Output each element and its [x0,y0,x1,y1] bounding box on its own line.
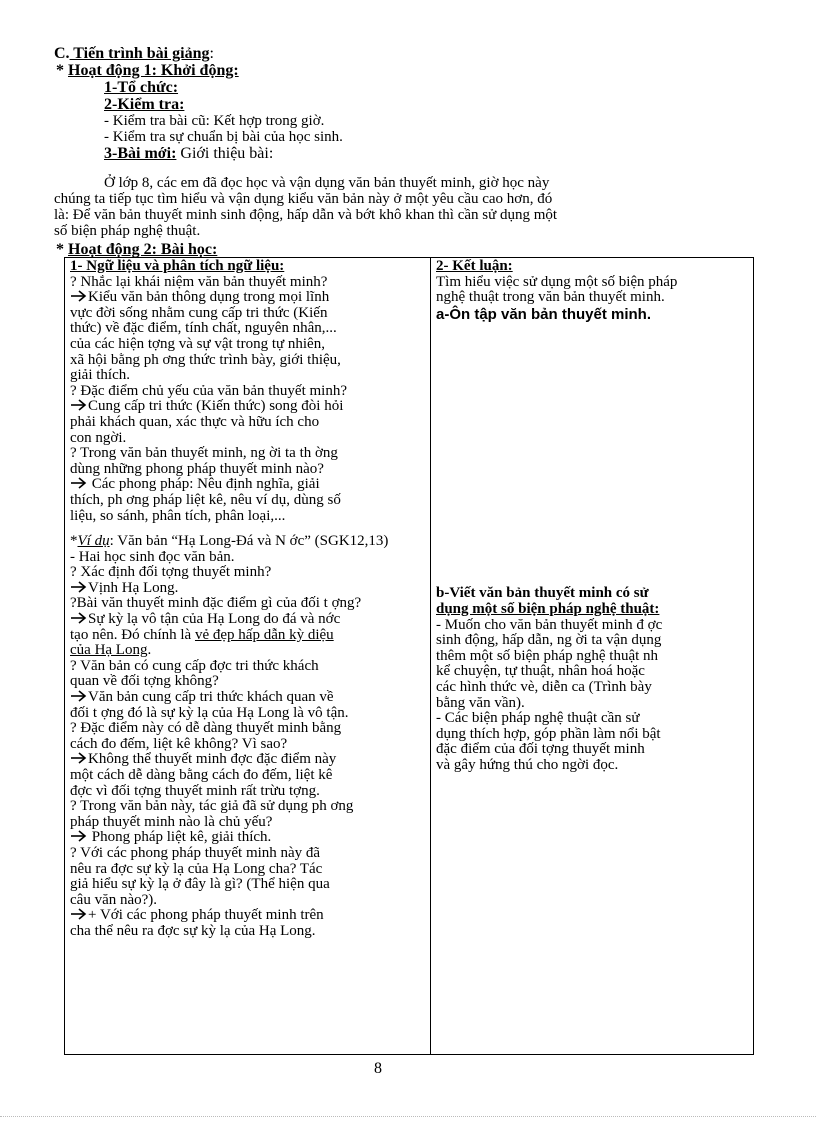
left-column-line [70,415,426,431]
left-column-line [70,674,426,690]
left-column-line-text: tạo nên. Đó chính là [70,626,195,643]
intro-line-2: chúng ta tiếp tục tìm hiểu và vận dụng kiểu văn bản này ở một yêu cầu cao hơn, đó [54,191,553,207]
left-column-line [70,431,426,447]
subsection-b-heading-1: b-Viết văn bản thuyết minh có sử [436,585,649,602]
left-column-line: *Ví dụ: Văn bản “Hạ Long-Đá và N ớc” (SGK12,13) [70,533,389,550]
table-column-divider [430,257,431,1055]
left-column-line-text: nêu ra đợc sự kỳ lạ của Hạ Long cha? Tác [70,860,323,877]
left-column-line-text: ?Bài văn thuyết minh đặc điểm gì của đối t ợng? [70,595,362,612]
left-column-line [70,706,426,722]
left-column-line [70,690,426,706]
left-column-line [70,908,426,924]
intro-line-1: Ở lớp 8, các em đã đọc học và vận dụng văn bản thuyết minh, giờ học này [104,175,550,191]
left-column-line-text: + Với các phong pháp thuyết minh trên [88,907,324,924]
check-line-1: - Kiểm tra bài cũ: Kết hợp trong giờ. [104,113,325,129]
left-column-underlined-text: vẻ đẹp hấp dẫn kỳ diệu [194,626,334,643]
left-column-line-text: ? Trong văn bản thuyết minh, ng ời ta th ờng [70,445,338,462]
left-column-line-text: cách đo đếm, liệt kê không? Vì sao? [70,735,288,752]
item-3-text: Giới thiệu bài: [176,145,274,162]
left-column-underlined-text: của Hạ Long [70,642,148,659]
section-c-colon: : [209,45,214,62]
left-column-line [70,612,426,628]
check-line-2: - Kiểm tra sự chuẩn bị bài của học sinh. [104,129,343,145]
right-column-line: sinh động, hấp dẫn, ng ời ta vận dụng [436,632,662,649]
left-column-line-text: ? Nhắc lại khái niệm văn bản thuyết minh? [70,273,328,290]
right-column-spacer [436,322,750,586]
item-3-new-lesson [104,146,273,162]
left-column-line-text: câu văn nào?). [70,891,158,908]
arrow-right-icon [70,690,87,702]
left-column-line [70,924,426,940]
activity-1-heading [56,62,239,79]
section-c-heading [54,45,214,62]
item-1-organization: 1-Tổ chức: [104,79,179,96]
left-column-line [70,893,426,909]
activity-2-star: * [56,241,68,258]
arrow-right-icon [70,752,87,764]
left-column-line [70,643,426,659]
left-column-line-text: ? Đặc điểm này có dễ dàng thuyết minh bằng [70,720,342,737]
section-c-prefix: C. [54,45,70,62]
left-column-line-text: một cách dễ dàng bằng cách đo đếm, liệt kê [70,767,333,783]
left-column-line [70,596,426,612]
left-column-line [70,799,426,815]
left-column-line [70,399,426,415]
right-column-line: và gây hứng thú cho ngời đọc. [436,756,619,773]
left-column-line [70,768,426,784]
left-column-line [70,509,426,525]
right-column-line: bằng văn vần). [436,694,525,711]
intro-line-3: là: Để văn bản thuyết minh sinh động, hấp dẫn và bớt khô khan thì cần sử dụng một [54,207,558,223]
left-column-line [70,368,426,384]
left-column-line-text: đợc vì đối tợng thuyết minh rất trừu tợng. [70,782,320,799]
left-column-line [70,337,426,353]
activity-1-star: * [56,62,68,79]
right-column-line: kể chuyện, tự thuật, nhân hoá hoặc [436,663,645,680]
activity-1-title: Hoạt động 1: Khởi động: [68,62,239,79]
left-column-line-text: phải khách quan, xác thực và hữu ích cho [70,413,320,430]
left-column-line-text: Kiểu văn bản thông dụng trong mọi lĩnh [88,289,330,306]
left-column-line [70,721,426,737]
left-column-line [70,846,426,862]
left-column-line [70,462,426,478]
left-column-line-text: quan về đối tợng không? [70,673,219,690]
example-prefix: * [70,533,78,550]
right-column-line: thêm một số biện pháp nghệ thuật nh [436,647,659,664]
left-column-line-text: Không thể thuyết minh đợc đặc điểm này [88,751,337,768]
left-column-line [70,877,426,893]
left-column-line-text: con ngời. [70,429,127,446]
left-column-line-text: ? Xác định đối tợng thuyết minh? [70,564,272,581]
left-column-line-suffix: . [147,642,152,659]
left-column-line-text: Vịnh Hạ Long. [88,579,179,596]
conclusion-line-1: Tìm hiểu việc sử dụng một số biện pháp [436,273,678,290]
section-c-title: Tiến trình bài giảng [69,45,210,62]
left-column-line [70,737,426,753]
left-column-line [70,628,426,644]
left-column-line-text: pháp thuyết minh nào là chủ yếu? [70,813,273,830]
right-column-line: dụng thích hợp, góp phần làm nổi bật [436,725,661,742]
arrow-right-icon [70,477,87,489]
intro-line-4: số biện pháp nghệ thuật. [54,223,201,239]
left-column-heading: 1- Ngữ liệu và phân tích ngữ liệu: [70,258,285,274]
left-column-line [70,477,426,493]
left-column-line-text: vực đời sống nhằm cung cấp tri thức (Kiến [70,304,328,321]
right-column-line: đặc điểm của đối tợng thuyết minh [436,741,645,758]
right-column-line: - Các biện pháp nghệ thuật cần sử [436,710,640,727]
left-column-line-text: ? Với các phong pháp thuyết minh này đã [70,844,321,861]
left-column-line-text: Sự kỳ lạ vô tận của Hạ Long do đá và nớc [88,611,341,628]
left-column-line-text: ? Văn bản có cung cấp đợc tri thức khách [70,657,319,674]
left-column-line [70,275,426,291]
page-number: 8 [374,1060,382,1077]
right-column-line: - Muốn cho văn bản thuyết minh đ ợc [436,616,663,633]
left-column-line-text: của các hiện tợng và sự vật trong tự nhiên, [70,335,325,352]
left-column-line [70,321,426,337]
left-column-line [70,752,426,768]
example-label: Ví dụ [77,533,110,550]
left-column-line [70,581,426,597]
left-column-line-text: - Hai học sinh đọc văn bản. [70,548,235,565]
left-column-line-text: Văn bản “Hạ Long-Đá và N ớc” (SGK12,13) [117,533,389,550]
left-column-line [70,830,426,846]
arrow-right-icon [70,612,87,624]
left-column-line [70,290,426,306]
left-column-line [70,353,426,369]
left-column-line [70,862,426,878]
arrow-right-icon [70,290,87,302]
left-column-line-text: thích, ph ơng pháp liệt kê, nêu ví dụ, dùng số [70,491,341,508]
subsection-a-heading: a-Ôn tập văn bản thuyết minh. [436,305,652,323]
subsection-b-heading-2-text: dụng một số biện pháp nghệ thuật: [436,600,660,617]
left-column-line-text: Cung cấp tri thức (Kiến thức) song đòi hỏi [88,398,344,415]
left-column-line [70,384,426,400]
left-column-line [70,565,426,581]
left-column-line [70,306,426,322]
right-column-line: các hình thức vè, diễn ca (Trình bày [436,678,652,695]
left-column-line [70,446,426,462]
left-column-line-text: thức) về đặc điểm, tính chất, nguyên nhân,... [70,320,337,337]
left-column-line [70,659,426,675]
arrow-right-icon [70,581,87,593]
arrow-right-icon [70,830,87,842]
left-column-line [70,815,426,831]
item-2-check: 2-Kiểm tra: [104,96,185,113]
left-column-line-text: ? Trong văn bản này, tác giả đã sử dụng ph ơng [70,798,354,815]
left-column-line [70,493,426,509]
arrow-right-icon [70,908,87,920]
left-column-line-text: giả hiểu sự kỳ lạ ở đây là gì? (Thể hiện qua [70,876,330,893]
left-column-line-text: Phong pháp liệt kê, giải thích. [88,829,272,846]
activity-2-heading [56,241,217,258]
left-column-line-text: liệu, so sánh, phân tích, phân loại,... [70,507,286,524]
conclusion-line-2: nghệ thuật trong văn bản thuyết minh. [436,289,665,306]
right-column-heading: 2- Kết luận: [436,258,513,274]
left-column-line-text: xã hội bằng ph ơng thức trình bày, giới thiệu, [70,351,341,368]
left-column-line-text: dùng những phong pháp thuyết minh nào? [70,460,324,477]
left-column-line-text: Văn bản cung cấp tri thức khách quan về [88,689,334,706]
right-column [436,259,750,774]
left-column-line-text: ? Đặc điểm chủ yếu của văn bản thuyết minh? [70,382,347,399]
page-bottom-rule [0,1116,816,1117]
right-column-body [436,618,750,774]
left-column-line-text: cha thể nêu ra đợc sự kỳ lạ của Hạ Long. [70,922,316,939]
left-column-line-text: Các phong pháp: Nêu định nghĩa, giải [88,476,320,493]
left-column-line-text: giải thích. [70,367,130,384]
left-column [70,259,426,940]
subsection-b-heading-2 [436,602,750,618]
left-column-line [70,550,426,566]
left-column-line [70,784,426,800]
left-column-line-text: đối t ợng đó là sự kỳ lạ của Hạ Long là vô tận. [70,704,349,721]
item-3-label: 3-Bài mới: [104,145,177,162]
arrow-right-icon [70,399,87,411]
activity-2-title: Hoạt động 2: Bài học: [68,241,218,258]
